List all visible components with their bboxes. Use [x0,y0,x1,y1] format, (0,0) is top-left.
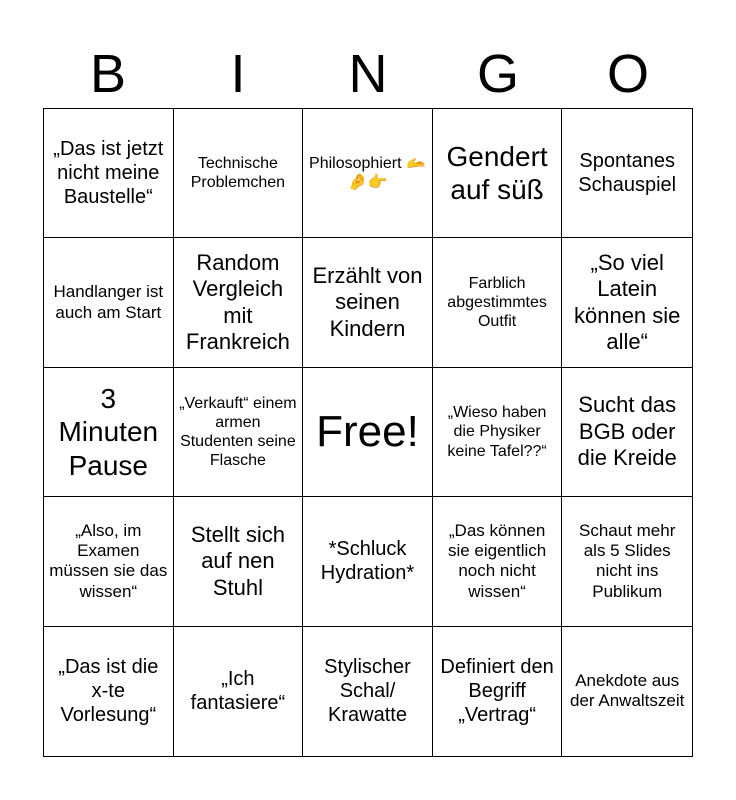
cell-text: Schaut mehr als 5 Slides nicht ins Publikum [579,520,676,601]
cell-text: Gendert auf süß [446,140,548,206]
bingo-cell-r4-c4[interactable] [433,497,563,626]
bingo-cell-r2-c5[interactable] [562,238,692,367]
bingo-cell-r5-c2[interactable] [174,627,304,756]
cell-text: Philosophiert 🫴🤌👉 [309,155,426,192]
bingo-cell-r4-c3[interactable] [303,497,433,626]
bingo-cell-r5-c3[interactable] [303,627,433,756]
bingo-cell-r2-c3[interactable] [303,238,433,367]
bingo-cell-r4-c2[interactable] [174,497,304,626]
cell-text: „Das können sie eigentlich noch nicht wissen“ [447,520,547,601]
bingo-cell-r4-c5[interactable] [562,497,692,626]
bingo-cell-r3-c4[interactable] [433,368,563,497]
cell-text: Sucht das BGB oder die Kreide [577,392,677,471]
cell-text: Handlanger ist auch am Start [53,282,164,322]
bingo-cell-r2-c1[interactable] [44,238,174,367]
header-letter-n: N [348,44,388,104]
cell-text: Farblich abgestimmtes Outfit [447,274,547,331]
cell-text: Spontanes Schauspiel [578,150,677,197]
cell-text: „Ich fantasiere“ [190,668,286,715]
header-letter-g: G [476,44,519,104]
cell-text: Technische Problemchen [190,155,286,192]
cell-text: Anekdote aus der Anwaltszeit [570,670,685,711]
bingo-cell-free[interactable] [303,368,433,497]
cell-text: Definiert den Begriff „Vertrag“ [440,656,554,727]
bingo-cell-r2-c4[interactable] [433,238,563,367]
cell-text: Stellt sich auf nen Stuhl [190,521,285,600]
bingo-cell-r1-c5[interactable] [562,109,692,238]
bingo-board [43,108,693,757]
cell-text: *Schluck Hydration* [320,538,415,585]
cell-text: „Das ist die x-te Vorlesung“ [58,656,159,727]
cell-text: Stylischer Schal/ Krawatte [324,656,411,727]
bingo-cell-r5-c1[interactable] [44,627,174,756]
bingo-cell-r3-c1[interactable] [44,368,174,497]
bingo-cell-r1-c2[interactable] [174,109,304,238]
bingo-cell-r5-c5[interactable] [562,627,692,756]
bingo-cell-r4-c1[interactable] [44,497,174,626]
cell-text: „Also, im Examen müssen sie das wissen“ [49,520,168,601]
bingo-header [43,40,693,108]
bingo-cell-r2-c2[interactable] [174,238,304,367]
bingo-cell-r5-c4[interactable] [433,627,563,756]
cell-text: „Verkauft“ einem armen Studenten seine Flasche [179,394,297,470]
cell-text: Erzählt von seinen Kindern [312,263,423,341]
cell-text: „So viel Latein können sie alle“ [573,249,681,354]
bingo-cell-r3-c2[interactable] [174,368,304,497]
cell-text: Free! [316,406,419,456]
cell-text: „Das ist jetzt nicht meine Baustelle“ [53,138,164,209]
cell-text: „Wieso haben die Physiker keine Tafel??“ [447,404,547,460]
header-letter-b: B [89,44,127,104]
header-letter-i: I [230,44,246,104]
bingo-cell-r1-c1[interactable] [44,109,174,238]
bingo-cell-r1-c4[interactable] [433,109,563,238]
cell-text: 3 Minuten Pause [58,382,159,481]
header-letter-o: O [606,44,649,104]
cell-text: Random Vergleich mit Frankreich [185,249,290,354]
bingo-cell-r3-c5[interactable] [562,368,692,497]
bingo-cell-r1-c3[interactable] [303,109,433,238]
